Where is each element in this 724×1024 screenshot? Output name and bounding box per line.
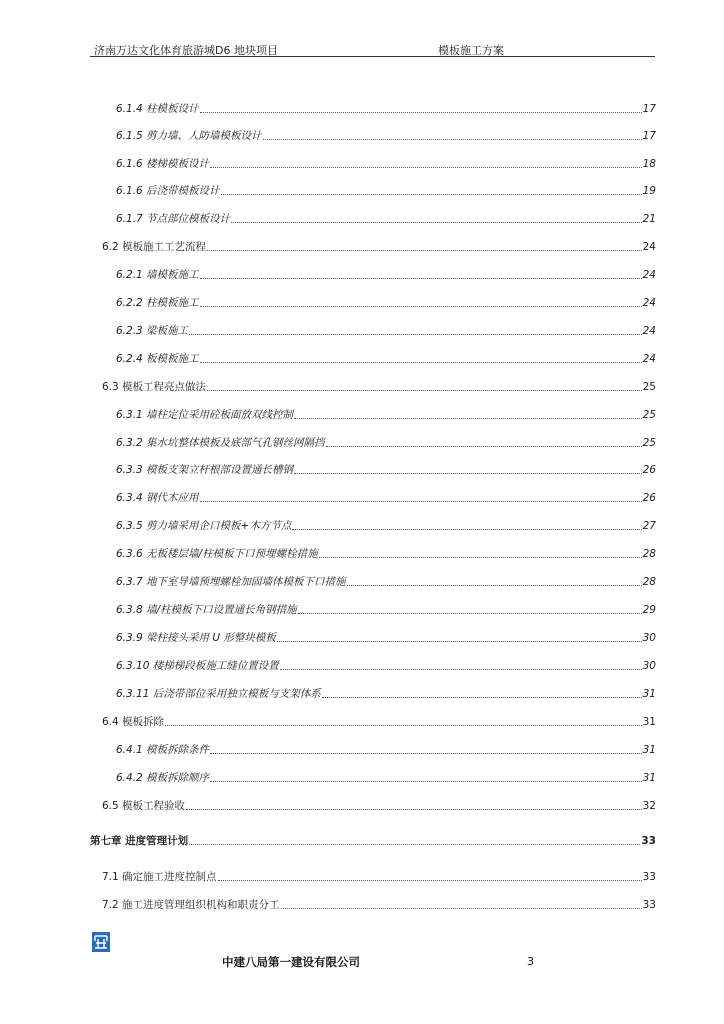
toc-entry[interactable] <box>102 869 656 884</box>
toc-entry[interactable] <box>116 211 656 226</box>
toc-entry[interactable] <box>116 462 656 477</box>
toc-entry-label: 7.1 确定施工进度控制点 <box>102 871 217 883</box>
toc-leader-dots <box>200 362 642 363</box>
toc-entry-page: 32 <box>642 800 656 812</box>
toc-entry-page: 24 <box>642 269 656 281</box>
toc-entry[interactable] <box>116 295 656 310</box>
toc-entry-label: 6.3.3 模板支架立杆根部设置通长槽钢 <box>116 464 294 476</box>
toc-entry-page: 25 <box>642 437 656 449</box>
toc-entry[interactable] <box>116 630 656 645</box>
toc-entry-label: 6.2.2 柱模板施工 <box>116 297 199 309</box>
toc-entry-page: 24 <box>642 325 656 337</box>
toc-entry[interactable] <box>116 435 656 450</box>
toc-entry[interactable] <box>102 239 656 254</box>
toc-entry[interactable] <box>102 379 656 394</box>
toc-entry-label: 6.3.10 楼梯梯段板施工缝位置设置 <box>116 660 279 672</box>
toc-leader-dots <box>347 585 642 586</box>
toc-entry-page: 26 <box>642 492 656 504</box>
toc-entry-label: 6.3.6 无板楼层墙/柱模板下口预埋螺栓措施 <box>116 548 318 560</box>
toc-entry-page: 19 <box>642 185 656 197</box>
toc-leader-dots <box>292 529 641 530</box>
toc-entry[interactable] <box>116 546 656 561</box>
toc-entry-page: 31 <box>642 716 656 728</box>
header-project-title: 济南万达文化体育旅游城D6 地块项目 <box>94 44 278 57</box>
toc-leader-dots <box>298 613 642 614</box>
toc-leader-dots <box>207 390 642 391</box>
toc-leader-dots <box>210 167 642 168</box>
toc-entry[interactable] <box>116 128 656 143</box>
toc-leader-dots <box>221 194 642 195</box>
header-document-title: 模板施工方案 <box>438 44 504 57</box>
toc-leader-dots <box>281 908 642 909</box>
toc-leader-dots <box>322 697 642 698</box>
toc-leader-dots <box>165 725 642 726</box>
toc-entry-page: 33 <box>641 835 656 847</box>
toc-entry-page: 17 <box>642 130 656 142</box>
toc-leader-dots <box>294 473 642 474</box>
toc-leader-dots <box>186 809 642 810</box>
toc-entry[interactable] <box>116 323 656 338</box>
page-header <box>90 40 655 57</box>
toc-leader-dots <box>231 222 642 223</box>
toc-entry[interactable] <box>116 101 656 116</box>
company-logo-icon <box>92 932 110 952</box>
toc-leader-dots <box>326 446 642 447</box>
toc-leader-dots <box>189 844 640 845</box>
toc-entry[interactable] <box>102 798 656 813</box>
toc-leader-dots <box>319 557 642 558</box>
toc-entry[interactable] <box>116 156 656 171</box>
toc-leader-dots <box>210 781 642 782</box>
toc-leader-dots <box>294 418 642 419</box>
toc-leader-dots <box>189 334 642 335</box>
toc-entry-label: 6.3.5 剪力墙采用企口模板+木方节点 <box>116 520 292 532</box>
toc-entry[interactable] <box>116 770 656 785</box>
toc-entry-page: 31 <box>642 688 656 700</box>
footer-company-name: 中建八局第一建设有限公司 <box>222 955 360 969</box>
toc-entry-page: 24 <box>642 297 656 309</box>
toc-leader-dots <box>200 112 642 113</box>
toc-entry-page: 18 <box>642 158 656 170</box>
toc-entry-label: 6.2.4 板模板施工 <box>116 353 199 365</box>
toc-entry-page: 26 <box>642 464 656 476</box>
toc-leader-dots <box>280 669 642 670</box>
toc-entry-page: 17 <box>642 103 656 115</box>
toc-entry-label: 6.5 模板工程验收 <box>102 800 186 812</box>
toc-entry-label: 6.3.2 集水坑整体模板及底部气孔钢丝网隔挡 <box>116 437 325 449</box>
toc-entry-label: 6.2.3 梁板施工 <box>116 325 189 337</box>
toc-entry[interactable] <box>116 183 656 198</box>
toc-entry[interactable] <box>116 518 656 533</box>
toc-entry-page: 33 <box>642 899 656 911</box>
toc-entry[interactable] <box>116 686 656 701</box>
toc-leader-dots <box>263 139 642 140</box>
toc-entry-label: 6.2 模板施工工艺流程 <box>102 241 207 253</box>
toc-entry[interactable] <box>116 267 656 282</box>
toc-leader-dots <box>200 306 642 307</box>
toc-entry-page: 30 <box>642 632 656 644</box>
toc-leader-dots <box>200 278 642 279</box>
toc-entry-label: 6.3.4 钢代木应用 <box>116 492 199 504</box>
toc-entry-page: 30 <box>642 660 656 672</box>
toc-entry-label: 7.2 施工进度管理组织机构和职责分工 <box>102 899 280 911</box>
toc-entry-page: 33 <box>642 871 656 883</box>
toc-entry[interactable] <box>102 714 656 729</box>
toc-entry-page: 31 <box>642 744 656 756</box>
toc-leader-dots <box>207 250 642 251</box>
toc-entry[interactable] <box>116 574 656 589</box>
toc-entry-label: 6.3.7 地下室导墙预埋螺栓加固墙体模板下口措施 <box>116 576 346 588</box>
toc-entry-page: 28 <box>642 548 656 560</box>
toc-entry-page: 25 <box>642 409 656 421</box>
toc-entry-label: 6.3.1 墙柱定位采用砼板面放双线控制 <box>116 409 294 421</box>
toc-entry[interactable] <box>90 833 656 848</box>
toc-entry-page: 21 <box>642 213 656 225</box>
toc-entry-page: 29 <box>642 604 656 616</box>
toc-entry-label: 6.4.2 模板拆除顺序 <box>116 772 210 784</box>
toc-entry-label: 6.3.8 墙/柱模板下口设置通长角钢措施 <box>116 604 297 616</box>
toc-entry-page: 27 <box>642 520 656 532</box>
toc-entry[interactable] <box>116 742 656 757</box>
toc-entry[interactable] <box>116 658 656 673</box>
footer-page-number: 3 <box>527 955 534 968</box>
toc-entry-page: 25 <box>642 381 656 393</box>
toc-entry[interactable] <box>102 897 656 912</box>
toc-entry-label: 6.4 模板拆除 <box>102 716 165 728</box>
toc-entry-page: 28 <box>642 576 656 588</box>
toc-entry-label: 6.3 模板工程亮点做法 <box>102 381 207 393</box>
toc-entry[interactable] <box>116 602 656 617</box>
toc-entry-label: 6.3.11 后浇带部位采用独立模板与支架体系 <box>116 688 321 700</box>
toc-entry-label: 6.4.1 模板拆除条件 <box>116 744 210 756</box>
toc-entry-label: 6.1.7 节点部位模板设计 <box>116 213 231 225</box>
toc-entry[interactable] <box>116 407 656 422</box>
toc-entry[interactable] <box>116 351 656 366</box>
toc-entry-label: 6.2.1 墙模板施工 <box>116 269 199 281</box>
toc-entry[interactable] <box>116 490 656 505</box>
toc-leader-dots <box>200 501 642 502</box>
toc-entry-label: 6.3.9 梁柱接头采用 U 形整块模板 <box>116 632 276 644</box>
toc-leader-dots <box>277 641 642 642</box>
toc-entry-page: 24 <box>642 353 656 365</box>
toc-entry-label: 6.1.5 剪力墙、人防墙模板设计 <box>116 130 262 142</box>
toc-leader-dots <box>218 880 642 881</box>
toc-entry-label: 6.1.6 楼梯模板设计 <box>116 158 210 170</box>
toc-leader-dots <box>210 753 642 754</box>
toc-entry-page: 31 <box>642 772 656 784</box>
toc-entry-page: 24 <box>642 241 656 253</box>
toc-entry-label: 6.1.6 后浇带模板设计 <box>116 185 220 197</box>
toc-entry-label: 第七章 进度管理计划 <box>90 835 189 847</box>
toc-entry-label: 6.1.4 柱模板设计 <box>116 103 199 115</box>
